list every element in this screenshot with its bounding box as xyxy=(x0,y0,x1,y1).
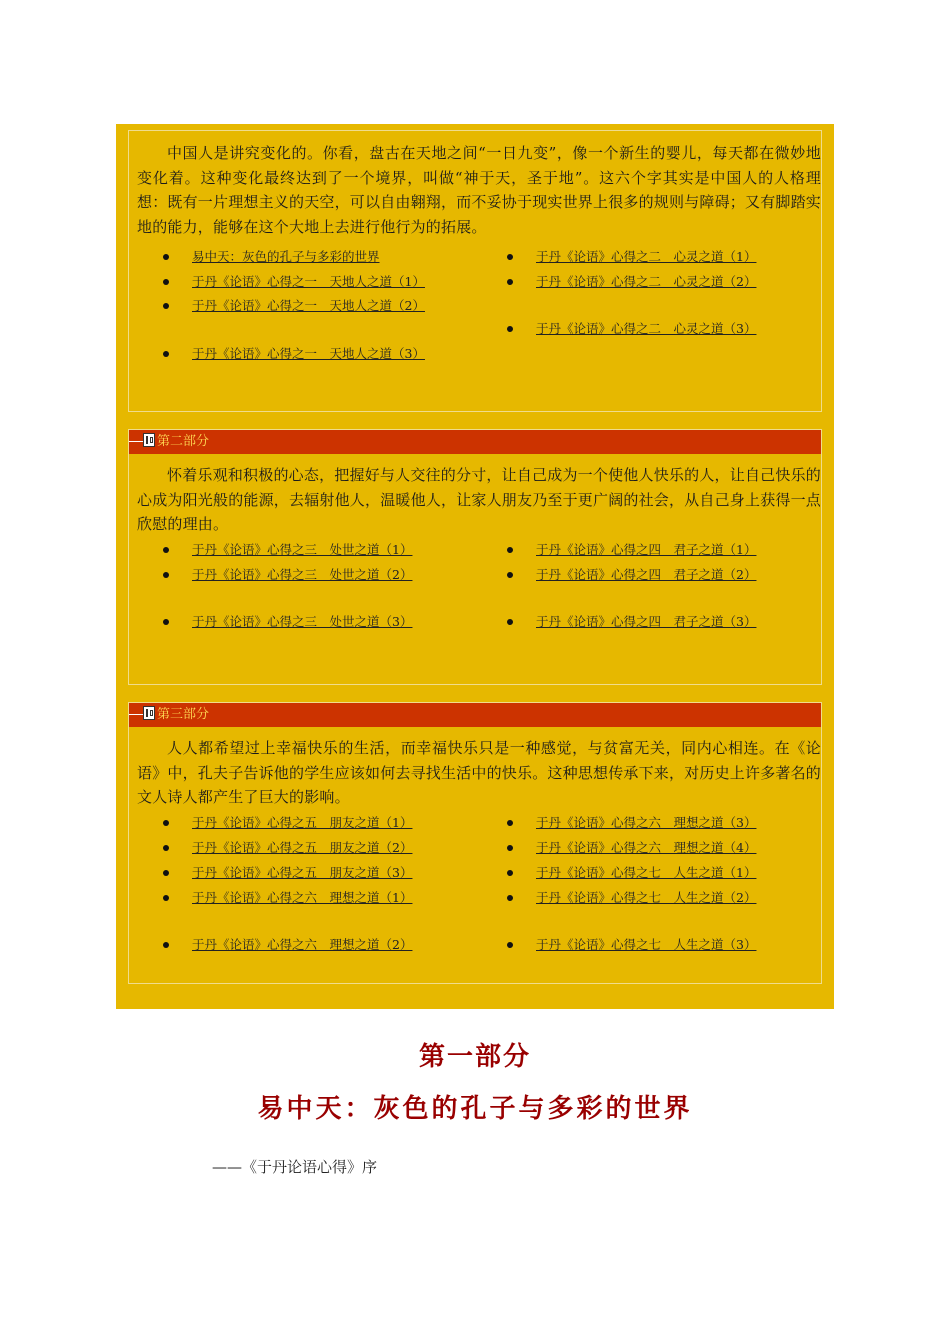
toc-link[interactable]: 于丹《论语》心得之七 人生之道（3） xyxy=(536,937,757,952)
bullet-icon xyxy=(163,254,169,260)
bullet-icon xyxy=(163,619,169,625)
bullet-icon xyxy=(507,870,513,876)
toc-link[interactable]: 于丹《论语》心得之六 理想之道（3） xyxy=(536,815,757,830)
toc-link[interactable]: 于丹《论语》心得之五 朋友之道（2） xyxy=(192,840,413,855)
toc-link[interactable]: 于丹《论语》心得之六 理想之道（1） xyxy=(192,890,413,905)
section-3-box xyxy=(128,702,822,984)
toc-link[interactable]: 易中天：灰色的孔子与多彩的世界 xyxy=(192,249,380,264)
header-rule xyxy=(129,441,143,442)
part-title: 第一部分 xyxy=(418,1042,531,1072)
toc-link[interactable]: 于丹《论语》心得之四 君子之道（3） xyxy=(536,614,757,629)
toc-link[interactable]: 于丹《论语》心得之三 处世之道（2） xyxy=(192,567,413,582)
section-3-title: 第三部分 xyxy=(157,707,210,722)
toc-link[interactable]: 于丹《论语》心得之七 人生之道（1） xyxy=(536,865,757,880)
bullet-icon xyxy=(507,820,513,826)
toc-link[interactable]: 于丹《论语》心得之五 朋友之道（1） xyxy=(192,815,413,830)
bullet-icon xyxy=(507,895,513,901)
toc-link[interactable]: 于丹《论语》心得之一 天地人之道（1） xyxy=(192,274,425,289)
bullet-icon xyxy=(163,845,169,851)
bullet-icon xyxy=(163,942,169,948)
bullet-icon xyxy=(163,279,169,285)
toc-link[interactable]: 于丹《论语》心得之三 处世之道（3） xyxy=(192,614,413,629)
toc-link[interactable]: 于丹《论语》心得之六 理想之道（2） xyxy=(192,937,413,952)
bullet-icon xyxy=(507,279,513,285)
article-title: 易中天：灰色的孔子与多彩的世界 xyxy=(257,1094,693,1124)
toc-link[interactable]: 于丹《论语》心得之四 君子之道（1） xyxy=(536,542,757,557)
section-2-title: 第二部分 xyxy=(157,434,210,449)
header-rule xyxy=(129,714,143,715)
toc-link[interactable]: 于丹《论语》心得之二 心灵之道（2） xyxy=(536,274,757,289)
bullet-icon xyxy=(507,845,513,851)
section-3-header xyxy=(129,703,821,727)
bullet-icon xyxy=(507,619,513,625)
bullet-icon xyxy=(507,572,513,578)
book-icon xyxy=(143,433,155,447)
bullet-icon xyxy=(507,942,513,948)
bullet-icon xyxy=(163,351,169,357)
toc-link[interactable]: 于丹《论语》心得之三 处世之道（1） xyxy=(192,542,413,557)
section-2-box xyxy=(128,429,822,685)
toc-link[interactable]: 于丹《论语》心得之二 心灵之道（1） xyxy=(536,249,757,264)
bullet-icon xyxy=(163,572,169,578)
section-3-intro: 人人都希望过上幸福快乐的生活，而幸福快乐只是一种感觉，与贫富无关，同内心相连。在《论语》中，孔夫子告诉他的学生应该如何去寻找生活中的快乐。这种思想传承下来，对历史上许多著名的文人诗人都产生了巨大的影响。 xyxy=(137,739,822,806)
toc-link[interactable]: 于丹《论语》心得之二 心灵之道（3） xyxy=(536,321,757,336)
book-icon xyxy=(143,706,155,720)
toc-link[interactable]: 于丹《论语》心得之一 天地人之道（3） xyxy=(192,346,425,361)
bullet-icon xyxy=(163,547,169,553)
bullet-icon xyxy=(163,820,169,826)
section-1-box xyxy=(128,130,822,412)
section-2-intro: 怀着乐观和积极的心态，把握好与人交往的分寸，让自己成为一个使他人快乐的人，让自己快乐的心成为阳光般的能源，去辐射他人，温暖他人，让家人朋友乃至于更广阔的社会，从自己身上获得一点欣慰的理由。 xyxy=(137,466,822,533)
toc-link[interactable]: 于丹《论语》心得之七 人生之道（2） xyxy=(536,890,757,905)
toc-link[interactable]: 于丹《论语》心得之一 天地人之道（2） xyxy=(192,298,425,313)
section-2-header xyxy=(129,430,821,454)
bullet-icon xyxy=(507,547,513,553)
bullet-icon xyxy=(163,870,169,876)
article-subtitle: ——《于丹论语心得》序 xyxy=(212,1158,378,1176)
bullet-icon xyxy=(507,326,513,332)
bullet-icon xyxy=(163,303,169,309)
toc-link[interactable]: 于丹《论语》心得之四 君子之道（2） xyxy=(536,567,757,582)
toc-link[interactable]: 于丹《论语》心得之六 理想之道（4） xyxy=(536,840,757,855)
section-1-intro: 中国人是讲究变化的。你看，盘古在天地之间“一日九变”，像一个新生的婴儿，每天都在微妙地变化着。这种变化最终达到了一个境界，叫做“神于天，圣于地”。这六个字其实是中国人的人格理想：既有一片理想主义的天空，可以自由翱翔，而不妥协于现实世界上很多的规则与障碍；又有脚踏实地的能力，能够在这个大地上去进行他行为的拓展。 xyxy=(137,144,822,236)
content-panel xyxy=(116,124,834,1009)
bullet-icon xyxy=(507,254,513,260)
toc-link[interactable]: 于丹《论语》心得之五 朋友之道（3） xyxy=(192,865,413,880)
bullet-icon xyxy=(163,895,169,901)
